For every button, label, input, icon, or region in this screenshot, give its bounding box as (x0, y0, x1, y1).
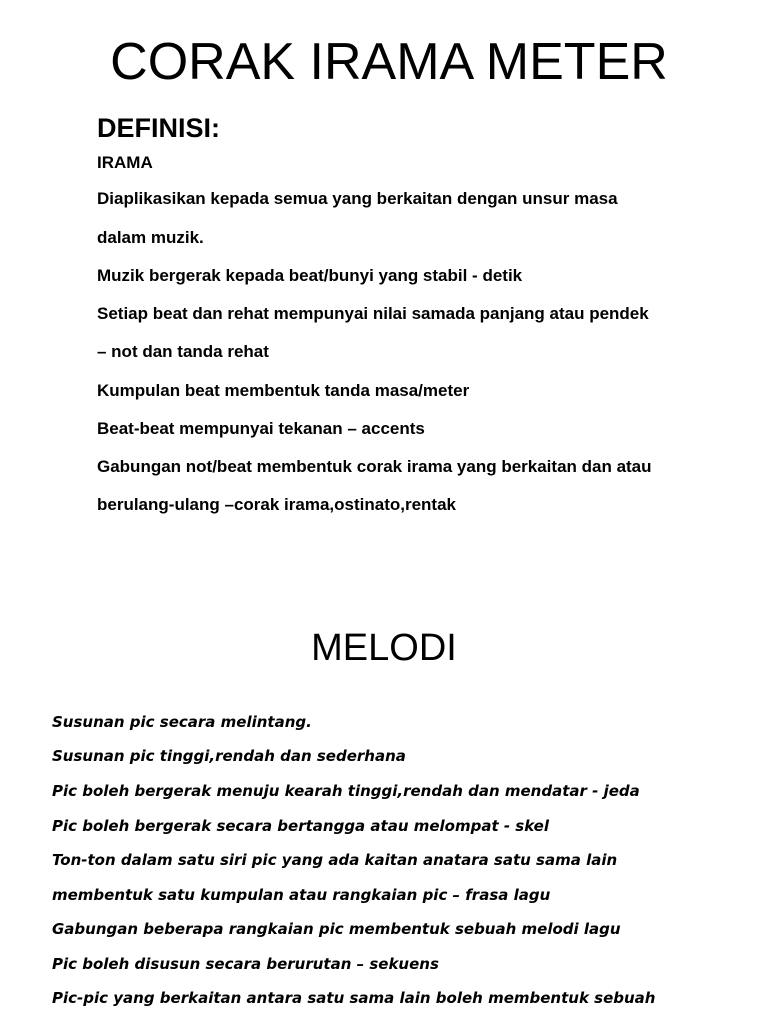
slide-title: MELODI (311, 627, 457, 669)
definition-line: berulang-ulang –corak irama,ostinato,rentak (97, 495, 456, 514)
melodi-line: Ton-ton dalam satu siri pic yang ada kaitan anatara satu sama lain (52, 851, 618, 869)
section-heading: DEFINISI: (97, 113, 221, 143)
melodi-line: Susunan pic tinggi,rendah dan sederhana (52, 747, 406, 765)
definition-line: Gabungan not/beat membentuk corak irama yang berkaitan dan atau (97, 457, 652, 476)
melodi-line: membentuk satu kumpulan atau rangkaian pic – frasa lagu (52, 886, 551, 904)
definition-line: dalam muzik. (97, 228, 204, 247)
definition-line: IRAMA (97, 153, 153, 172)
melodi-line: Gabungan beberapa rangkaian pic membentuk sebuah melodi lagu (52, 920, 621, 938)
melodi-line: Pic boleh bergerak menuju kearah tinggi,rendah dan mendatar - jeda (52, 782, 640, 800)
melodi-line: Pic boleh bergerak secara bertangga atau melompat - skel (52, 817, 549, 835)
slide-title: CORAK IRAMA METER (110, 33, 668, 91)
definition-line: Setiap beat dan rehat mempunyai nilai samada panjang atau pendek (97, 304, 649, 323)
definition-line: – not dan tanda rehat (97, 342, 269, 361)
definition-line: Muzik bergerak kepada beat/bunyi yang stabil - detik (97, 266, 523, 285)
definition-line: Kumpulan beat membentuk tanda masa/meter (97, 381, 470, 400)
definition-line: Diaplikasikan kepada semua yang berkaitan dengan unsur masa (97, 189, 618, 208)
definition-line: Beat-beat mempunyai tekanan – accents (97, 419, 425, 438)
melodi-line: Susunan pic secara melintang. (52, 713, 312, 731)
melodi-line: Pic-pic yang berkaitan antara satu sama lain boleh membentuk sebuah (52, 989, 656, 1007)
melodi-line: Pic boleh disusun secara berurutan – sekuens (52, 955, 439, 973)
